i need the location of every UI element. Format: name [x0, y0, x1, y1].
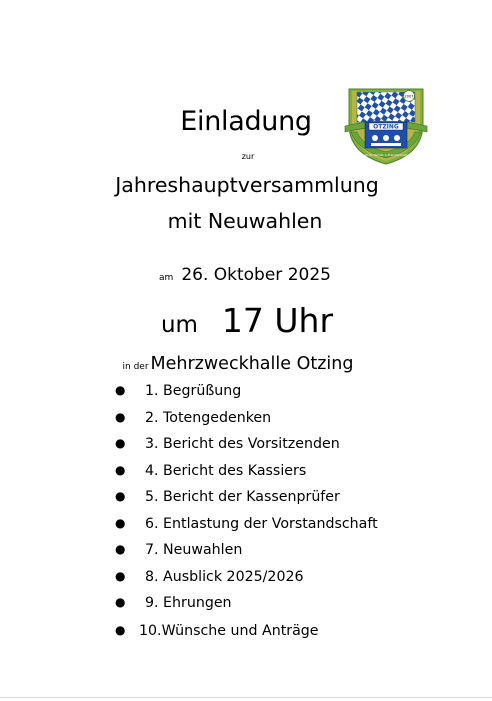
bullet-icon: ●	[115, 569, 126, 583]
time-prefix: um	[160, 312, 198, 338]
emblem-figure	[372, 135, 378, 141]
agenda-item	[0, 516, 400, 536]
agenda-item	[0, 542, 400, 562]
agenda-item-text: 10.Wünsche und Anträge	[139, 623, 319, 639]
agenda-item-text: 8. Ausblick 2025/2026	[145, 569, 304, 585]
agenda-item-text: 1. Begrüßung	[145, 383, 242, 399]
heading-line-1: Jahreshauptversammlung	[115, 173, 379, 197]
agenda-item	[0, 489, 400, 509]
page-title: Einladung	[180, 106, 312, 137]
agenda-item-text: 9. Ehrungen	[145, 595, 232, 611]
agenda-item-text: 6. Entlastung der Vorstandschaft	[145, 516, 378, 532]
agenda-item-text: 4. Bericht des Kassiers	[145, 463, 307, 479]
bullet-icon: ●	[115, 436, 126, 450]
date-line	[0, 265, 490, 285]
bullet-icon: ●	[115, 542, 126, 556]
bullet-icon: ●	[115, 489, 126, 503]
venue-prefix: in der	[122, 362, 149, 372]
heading-line-2: mit Neuwahlen	[167, 209, 323, 233]
bullet-icon: ●	[115, 383, 126, 397]
agenda-item-text: 5. Bericht der Kassenprüfer	[145, 489, 340, 505]
agenda-item-text: 3. Bericht des Vorsitzenden	[145, 436, 340, 452]
agenda-item	[0, 436, 400, 456]
title-connector: zur	[241, 152, 255, 161]
agenda-item	[0, 595, 400, 615]
year-text: 2007	[404, 94, 414, 99]
club-logo-icon	[343, 86, 429, 166]
bullet-icon: ●	[115, 463, 126, 477]
venue-value: Mehrzweckhalle Otzing	[150, 354, 354, 374]
ring-text: Verein für Heimat- u. Brauchtumspflege	[360, 154, 412, 157]
agenda-item-text: 7. Neuwahlen	[145, 542, 243, 558]
emblem-figure	[383, 135, 389, 141]
date-prefix: am	[159, 273, 174, 283]
agenda-item	[0, 463, 400, 483]
bullet-icon: ●	[115, 516, 126, 530]
emblem-figure	[394, 135, 400, 141]
time-value: 17 Uhr	[221, 301, 334, 340]
banner-text: OTZING	[373, 123, 399, 131]
bullet-icon: ●	[115, 410, 126, 424]
date-value: 26. Oktober 2025	[181, 265, 331, 285]
agenda-item	[0, 383, 400, 403]
agenda-item	[0, 569, 400, 589]
page-bottom-border	[0, 697, 492, 698]
agenda-item-text: 2. Totengedenken	[145, 410, 272, 426]
time-line	[0, 301, 492, 340]
bullet-icon: ●	[115, 623, 126, 637]
emblem-base	[371, 143, 401, 146]
agenda-item	[0, 623, 400, 643]
venue-line	[0, 354, 476, 374]
agenda-item	[0, 410, 400, 430]
bullet-icon: ●	[115, 595, 126, 609]
